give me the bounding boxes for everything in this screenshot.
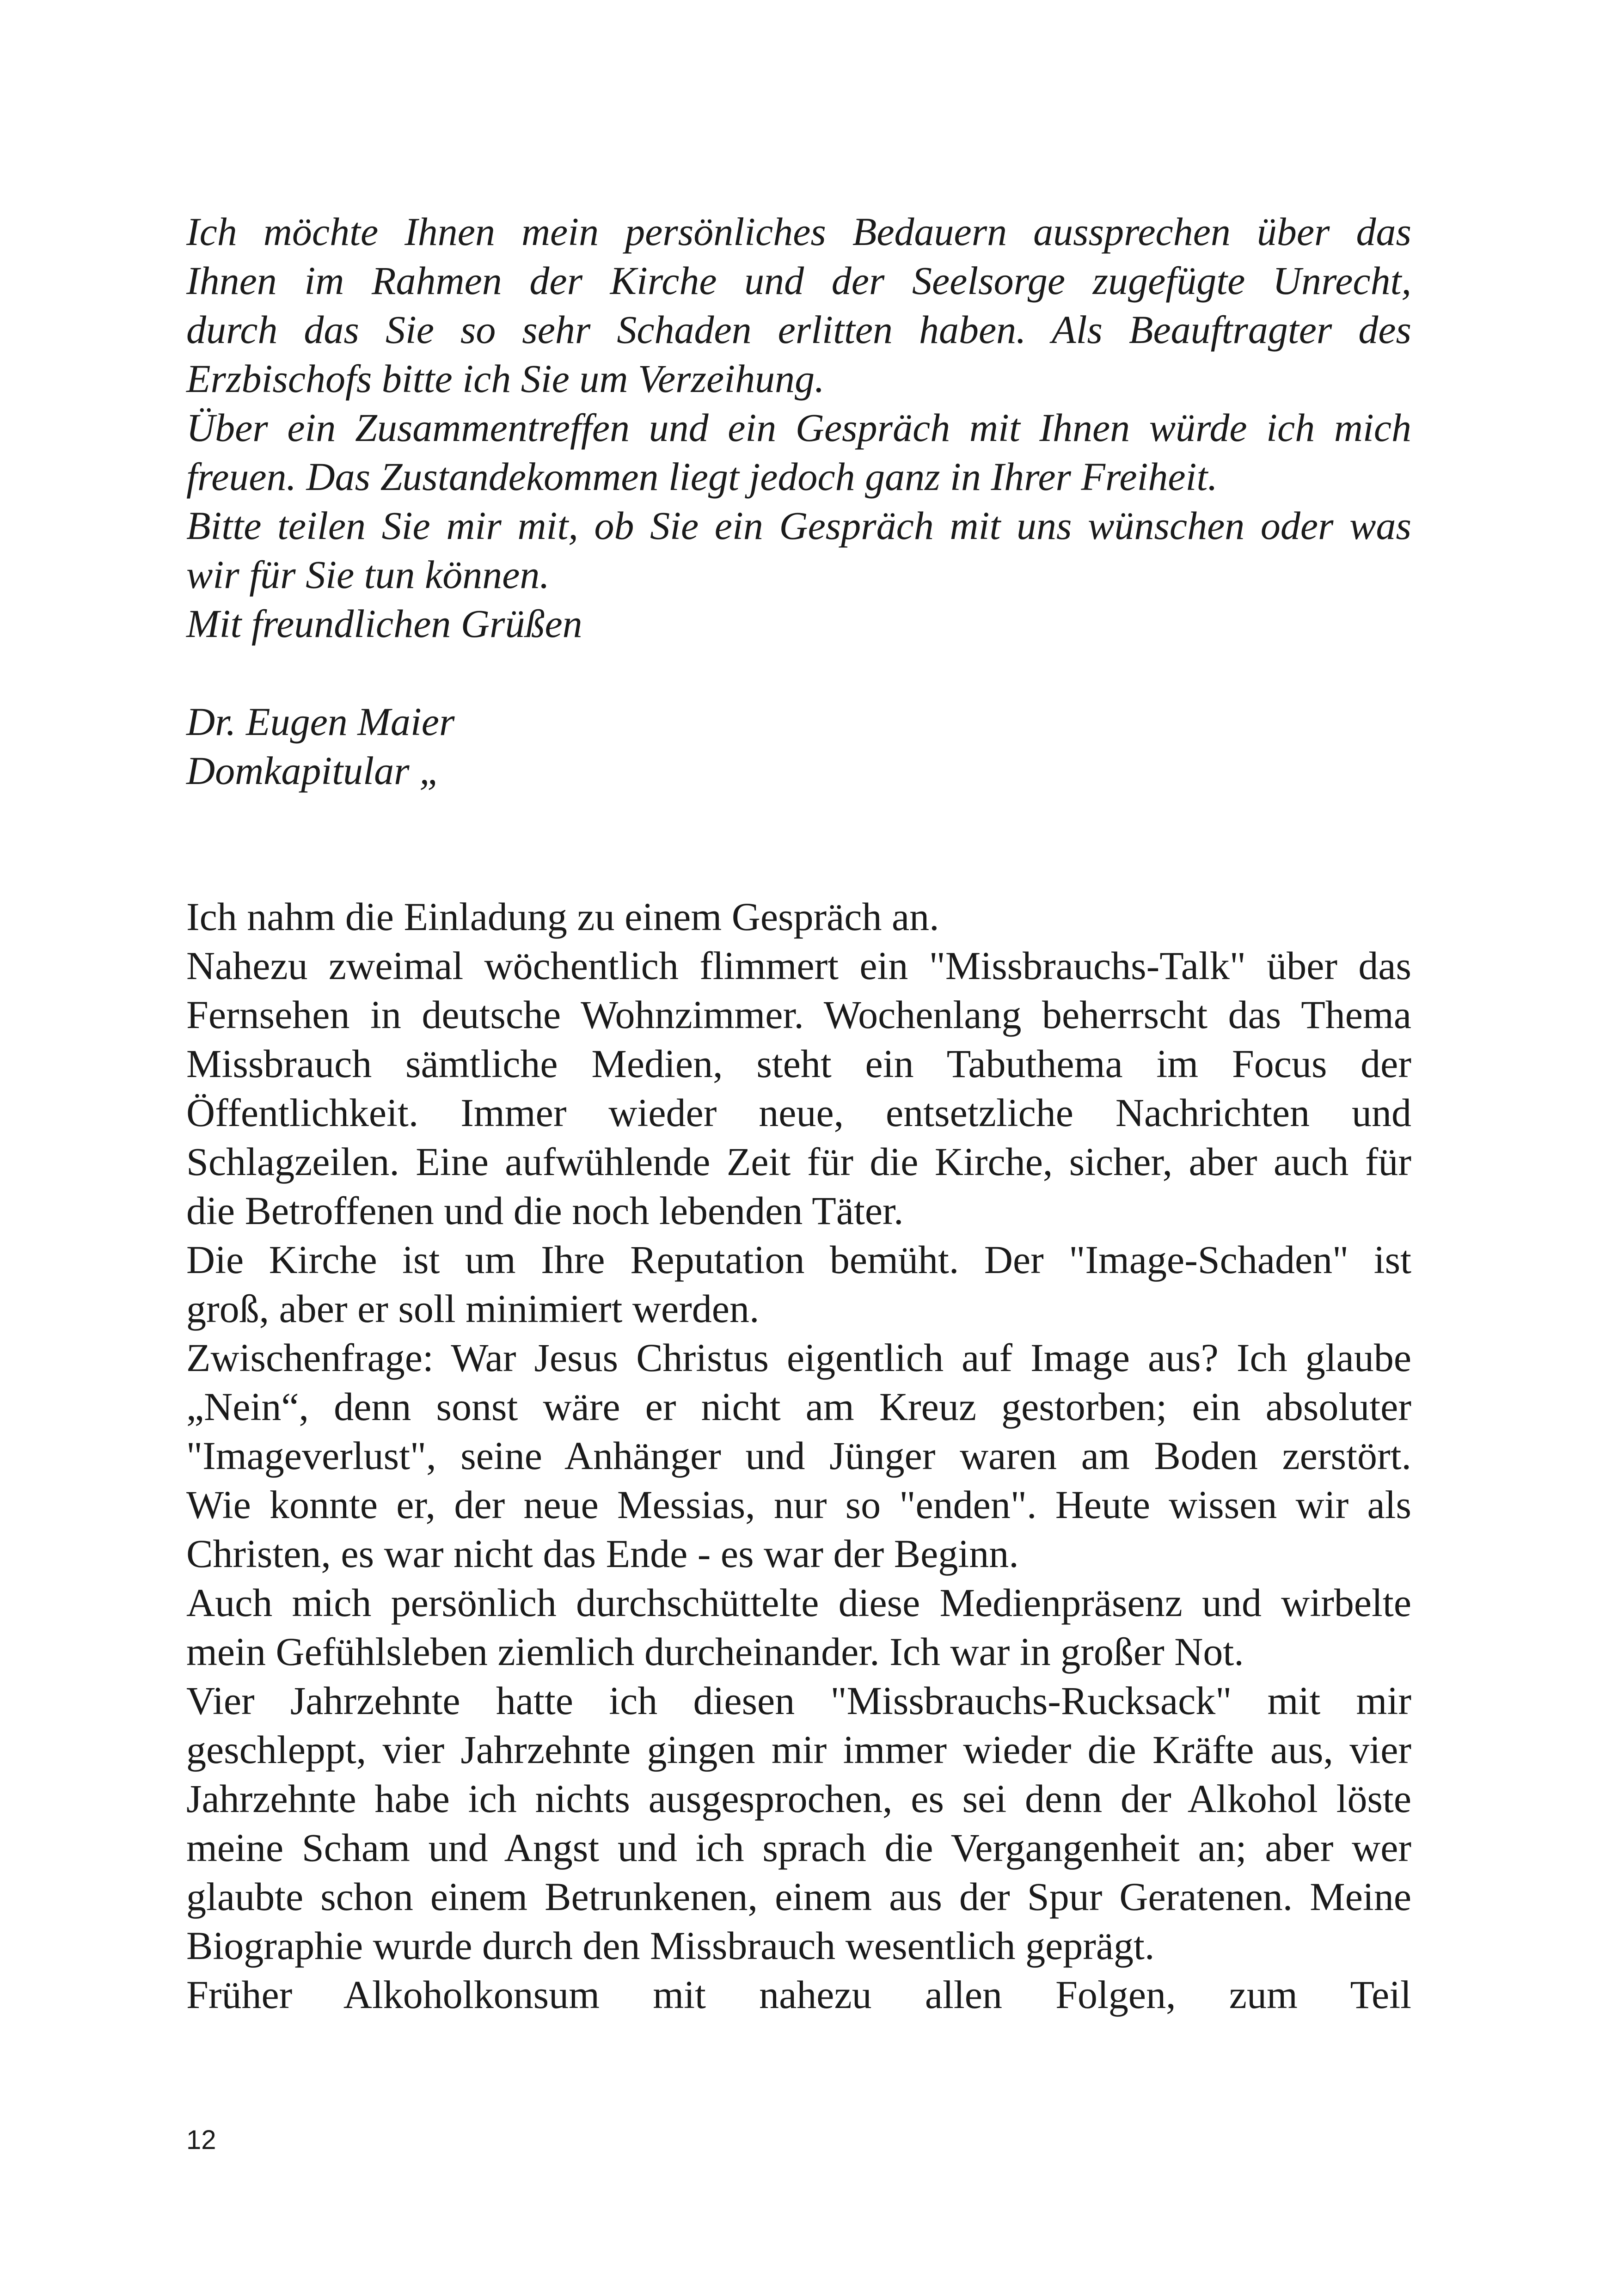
letter-line: Über ein Zusammentreffen und ein Gespräch mit Ihnen würde ich mich [186,405,1411,450]
letter-line: wir für Sie tun können. [186,552,550,597]
letter-line: freuen. Das Zustandekommen liegt jedoch ganz in Ihrer Freiheit. [186,454,1218,499]
narrative-line: geschleppt, vier Jahrzehnte gingen mir immer wieder die Kräfte aus, vier [186,1727,1411,1772]
narrative-line: Biographie wurde durch den Missbrauch wesentlich geprägt. [186,1923,1155,1968]
narrative-line: "Imageverlust", seine Anhänger und Jünger waren am Boden zerstört. [186,1433,1411,1478]
narrative-line: Jahrzehnte habe ich nichts ausgesprochen, es sei denn der Alkohol löste [186,1776,1411,1821]
letter-closing: Mit freundlichen Grüßen [186,601,582,646]
narrative-text [186,892,1411,2019]
narrative-line: glaubte schon einem Betrunkenen, einem aus der Spur Geratenen. Meine [186,1874,1411,1919]
narrative-line: Christen, es war nicht das Ende - es war der Beginn. [186,1531,1019,1576]
narrative-line: die Betroffenen und die noch lebenden Täter. [186,1188,904,1233]
narrative-line: Wie konnte er, der neue Messias, nur so "enden". Heute wissen wir als [186,1482,1411,1527]
narrative-line: „Nein“, denn sonst wäre er nicht am Kreuz gestorben; ein absoluter [186,1384,1411,1429]
letter-line: Ich möchte Ihnen mein persönliches Bedauern aussprechen über das [186,209,1411,254]
narrative-line: mein Gefühlsleben ziemlich durcheinander. Ich war in großer Not. [186,1629,1244,1674]
signature-title: Domkapitular „ [186,748,441,793]
narrative-line: Missbrauch sämtliche Medien, steht ein Tabuthema im Focus der [186,1041,1411,1086]
quoted-letter [186,207,1411,795]
page-number: 12 [186,2125,216,2155]
narrative-line: Ich nahm die Einladung zu einem Gespräch an. [186,894,939,939]
letter-line: durch das Sie so sehr Schaden erlitten haben. Als Beauftragter des [186,307,1411,352]
narrative-line: groß, aber er soll minimiert werden. [186,1286,760,1331]
narrative-line: meine Scham und Angst und ich sprach die Vergangenheit an; aber wer [186,1825,1411,1870]
narrative-line: Fernsehen in deutsche Wohnzimmer. Wochenlang beherrscht das Thema [186,992,1411,1037]
narrative-line: Schlagzeilen. Eine aufwühlende Zeit für die Kirche, sicher, aber auch für [186,1139,1411,1184]
narrative-line: Die Kirche ist um Ihre Reputation bemüht. Der "Image-Schaden" ist [186,1237,1411,1282]
signature-name: Dr. Eugen Maier [186,699,455,744]
narrative-line: Nahezu zweimal wöchentlich flimmert ein "Missbrauchs-Talk" über das [186,943,1411,988]
letter-line: Bitte teilen Sie mir mit, ob Sie ein Gespräch mit uns wünschen oder was [186,503,1411,548]
letter-line: Ihnen im Rahmen der Kirche und der Seelsorge zugefügte Unrecht, [186,258,1411,303]
narrative-line: Öffentlichkeit. Immer wieder neue, entsetzliche Nachrichten und [186,1090,1411,1135]
narrative-line: Vier Jahrzehnte hatte ich diesen "Missbrauchs-Rucksack" mit mir [186,1678,1411,1723]
narrative-line: Zwischenfrage: War Jesus Christus eigentlich auf Image aus? Ich glaube [186,1335,1411,1380]
letter-spacer [186,648,1411,697]
narrative-line: Auch mich persönlich durchschüttelte diese Medienpräsenz und wirbelte [186,1580,1411,1625]
narrative-line: Früher Alkoholkonsum mit nahezu allen Folgen, zum Teil [186,1972,1411,2017]
letter-line: Erzbischofs bitte ich Sie um Verzeihung. [186,356,825,401]
